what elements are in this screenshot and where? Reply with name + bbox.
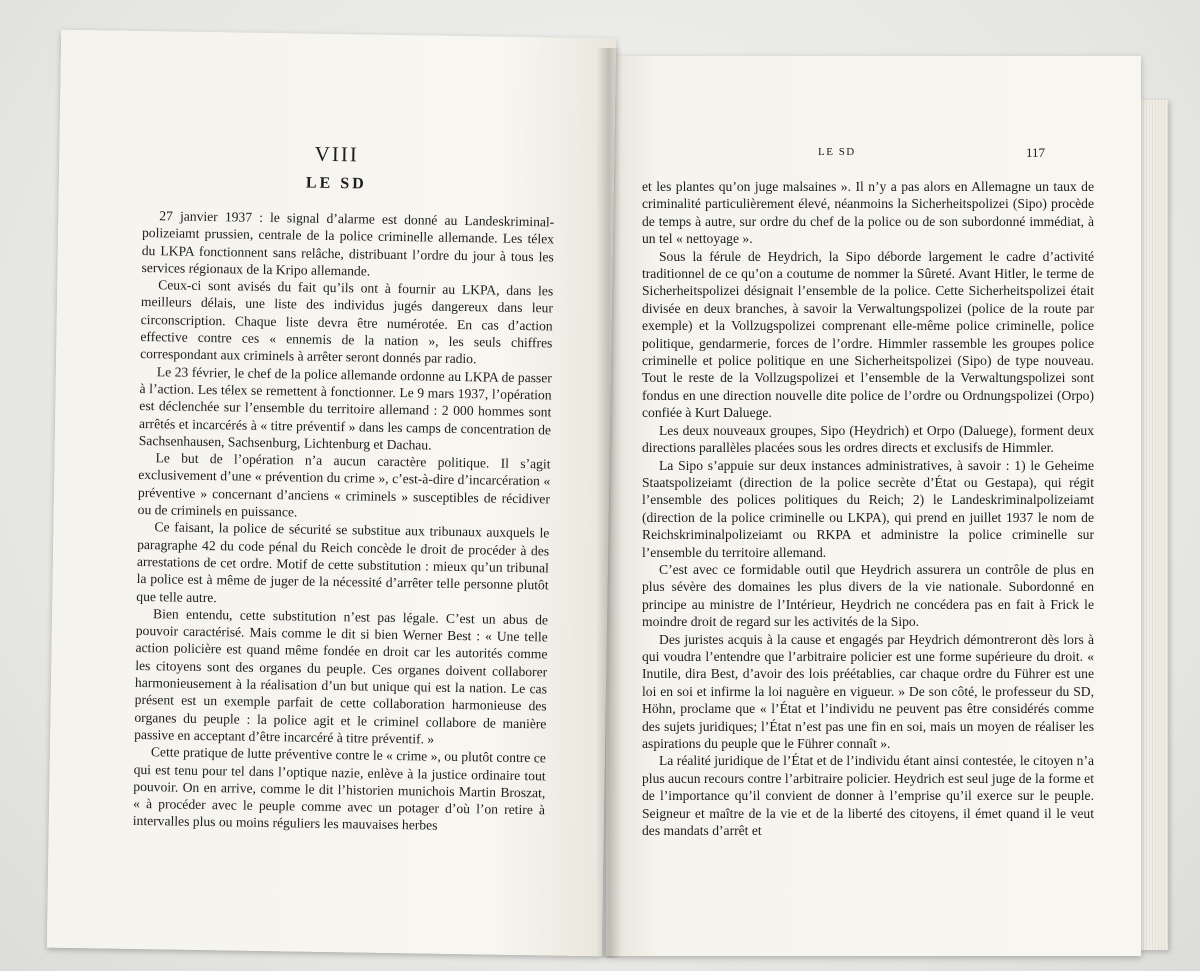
- paragraph: Ce faisant, la police de sécurité se substitue aux tribunaux auxquels le paragraphe 42 du code pénal du Reich concède le droit de procéder à des arrestations de cet ordre. Motif de cette substitution : mieux qu’un tribunal la police est à même de juger de la nécessité d’arrêter telle personne plutôt que telle autre.: [136, 519, 550, 605]
- paragraph: Bien entendu, cette substitution n’est pas légale. C’est un abus de pouvoir caractérisé. Mais comme le dit si bien Werner Best : « Une telle action policière est quand même fondée en droit car les autorités comme les citoyens sont des organes du peuple. Ces organes doivent collaborer harmonieusement à la réalisation d’un but unique qui est la nation. Le cas présent est un exemple parfait de cette collaboration harmonieuse des organes du peuple : la police agit et le criminel collabore de manière passive en acceptant d’être incarcéré à titre préventif. »: [134, 606, 549, 747]
- paragraph: La réalité juridique de l’État et de l’individu étant ainsi contestée, le citoyen n’a plus aucun recours contre l’arbitraire policier. Heydrich est seul juge de la forme et de l’importance qu’il convient de donner à l’emprise qu’il exerce sur le peuple. Seigneur et maître de la vie et de la liberté des citoyens, il émet quand il le veut des mandats d’arrêt et: [642, 753, 1094, 839]
- left-page-text: [133, 207, 555, 836]
- page-number: 117: [1026, 145, 1046, 160]
- paragraph: Le but de l’opération n’a aucun caractère politique. Il s’agit exclusivement d’une « prévention du crime », c’est-à-dire d’incarcération « préventive » concernant d’anciens « criminels » susceptibles de récidiver ou de criminels en puissance.: [137, 450, 551, 520]
- right-page: [606, 56, 1141, 956]
- paragraph: Le 23 février, le chef de la police allemande ordonne au LKPA de passer à l’action. Les télex se remettent à fonctionner. Le 9 mars 1937, l’opération est déclenchée sur l’ensemble du territoire allemand : 2 000 hommes sont arrêtés et incarcérés à « titre préventif » dans les camps de concentration de Sachsenhausen, Sachsenburg, Lichtenburg et Dachau.: [138, 363, 552, 453]
- chapter-number: VIII: [314, 141, 360, 167]
- paragraph: Les deux nouveaux groupes, Sipo (Heydrich) et Orpo (Daluege), forment deux directions parallèles placées sous les ordres directs et exclusifs de Himmler.: [642, 422, 1094, 456]
- page-edges: [1138, 100, 1168, 950]
- running-head: LE SD: [818, 146, 856, 158]
- paragraph: Cette pratique de lutte préventive contre le « crime », ou plutôt contre ce qui est tenu pour tel dans l’optique nazie, enlève à la justice ordinaire tout pouvoir. On en arrive, comme le dit l’historien munichois Martin Broszat, « à procéder avec le peuple comme avec un potager d’où l’on retire à intervalles plus ou moins réguliers les mauvaises herbes: [132, 744, 546, 834]
- left-page: [47, 30, 616, 957]
- paragraph: Des juristes acquis à la cause et engagés par Heydrich démontreront dès lors à qui voudra l’entendre que l’arbitraire policier est une forme supérieure du droit. « Inutile, dira Best, d’avoir des lois préétablies, car chaque ordre du Führer est une loi en soi et infirme la loi naguère en vigueur. » De son côté, le professeur du SD, Höhn, proclame que « l’État et l’individu ne peuvent pas être considérés comme des sujets juridiques; l’État n’est pas une fin en soi, mais un moyen de réaliser les aspirations du peuple que le Führer connaît ».: [642, 631, 1094, 751]
- paragraph: La Sipo s’appuie sur deux instances administratives, à savoir : 1) le Geheime Staatspolizeiamt (direction de la police secrète d’État ou Gestapa), qui régit l’ensemble des polices politiques du Reich; 2) le Landeskriminalpolizeiamt (direction de la police criminelle ou LKPA), qui prend en juillet 1937 le nom de Reichskriminalpolizeiamt ou RKPA et administre la police criminelle sur l’ensemble du territoire allemand.: [642, 457, 1094, 560]
- paragraph: Ceux-ci sont avisés du fait qu’ils ont à fournir au LKPA, dans les meilleurs délais, une liste des individus jugés dangereux dans leur circonscription. Chaque liste devra être numérotée. En cas d’action effective contre ces « ennemis de la nation », les seuls chiffres correspondant aux criminels à arrêter seront donnés par radio.: [140, 277, 554, 367]
- paragraph: 27 janvier 1937 : le signal d’alarme est donné au Landeskriminal-polizeiamt prussien, centrale de la police criminelle allemande. Les télex du LKPA fonctionnent sans relâche, distribuant l’ordre du jour à tous les services régionaux de la Kripo allemande.: [141, 208, 555, 279]
- chapter-title: LE SD: [305, 174, 367, 193]
- book-spine: [596, 48, 622, 958]
- paragraph: C’est avec ce formidable outil que Heydrich assurera un contrôle de plus en plus sévère des domaines les plus divers de la vie nationale. Subordonné en principe au ministre de l’Intérieur, Heydrich ne concédera pas en fait à Frick le moindre droit de regard sur les activités de la Sipo.: [642, 561, 1094, 630]
- paragraph: et les plantes qu’on juge malsaines ». Il n’y a pas alors en Allemagne un taux de criminalité particulièrement élevé, néanmoins la Sicherheitspolizei (Sipo) procède de temps à autre, sur ordre du chef de la police ou de son subordonné immédiat, à un tel « nettoyage ».: [642, 179, 1094, 247]
- right-page-text: [642, 178, 1094, 839]
- paragraph: Sous la férule de Heydrich, la Sipo déborde largement le cadre d’activité traditionnel de ce qu’on a coutume de nommer la Sûreté. Avant Hitler, le terme de Sicherheitspolizei désignait l’ensemble de la police. Cette Sicherheitspolizei était divisée en deux branches, à savoir la Verwaltungspolizei (police de la route par exemple) et la Vollzugspolizei comprenant elle-même police criminelle, police politique, gendarmerie, forces de l’ordre. Himmler rassemble les groupes police criminelle et police politique en une Sicherheitspolizei (Sipo) de type nouveau. Tout le reste de la Vollzugspolizei et l’ensemble de la Verwaltungspolizei sont fondus en une direction nouvelle dite police de l’ordre ou Ordnungspolizei (Orpo) confiée à Kurt Daluege.: [642, 248, 1094, 421]
